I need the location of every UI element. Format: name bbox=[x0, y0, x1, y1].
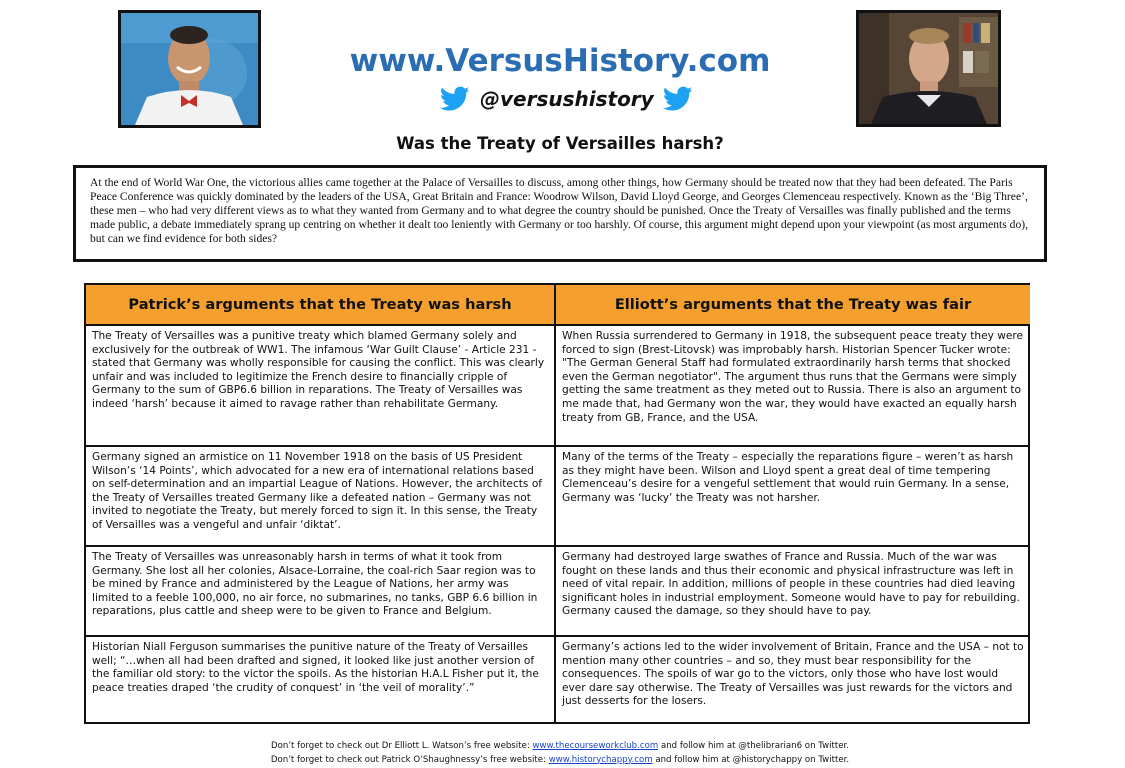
footer-text: and follow him at @historychappy on Twitter. bbox=[652, 754, 850, 765]
fair-argument-cell: When Russia surrendered to Germany in 1918, the subsequent peace treaty they were forced to sign (Brest-Litovsk) was improbably harsh. Historian Spencer Tucker wrote: "The German General Staff had formulated extraordinarily harsh terms that shocked even the German negotiator". The argument thus runs that the Germans were simply getting the same treatment as they meted out to Russia. There is also an argument to me made that, had Germany won the war, they would have exacted an equally harsh treaty from GB, France, and the USA. bbox=[556, 326, 1030, 447]
harsh-argument-cell: Germany signed an armistice on 11 November 1918 on the basis of US President Wilson’s ‘14 Points’, which advocated for a new era of international relations based on self-determination and an impartial League of Nations. However, the architects of the Treaty of Versailles treated Germany like a defeated nation – Germany was not invited to negotiate the Treaty, but merely forced to sign it. In this sense, the Treaty of Versailles was a vengeful and unfair ‘diktat’. bbox=[86, 447, 556, 547]
footer-text: and follow him at @thelibrarian6 on Twitter. bbox=[658, 741, 849, 751]
twitter-handle-row bbox=[400, 84, 720, 118]
historychappy-link[interactable]: www.historychappy.com bbox=[548, 754, 653, 765]
thecourseworkclub-link[interactable]: www.thecourseworkclub.com bbox=[532, 741, 659, 751]
fair-argument-cell: Germany’s actions led to the wider involvement of Britain, France and the USA – not to mention many other countries – and so, they must bear responsibility for the consequences. The spoils of war go to the victors, only those who have lost would ever dare say otherwise. The Treaty of Versailles was just rewards for the victors and just desserts for the losers. bbox=[562, 641, 1024, 708]
footer-line-patrick bbox=[150, 754, 970, 768]
fair-column-header: Elliott’s arguments that the Treaty was fair bbox=[556, 285, 1030, 326]
fair-argument-cell: Many of the terms of the Treaty – especially the reparations figure – weren’t as harsh as they might have been. Wilson and Lloyd spent a great deal of time tempering Clemenceau’s desire for a vengeful settlement that would ruin Germany. In a sense, Germany was ‘lucky’ the Treaty was not harsher. bbox=[556, 447, 1030, 547]
twitter-bird-icon bbox=[663, 86, 693, 112]
harsh-column-header: Patrick’s arguments that the Treaty was harsh bbox=[86, 285, 556, 326]
fair-argument-cell: Germany had destroyed large swathes of France and Russia. Much of the war was fought on these lands and thus their economic and physical infrastructure was left in need of vital repair. In addition, millions of people in these countries had died leaving significant holes in industrial employment. Someone would have to pay for rebuilding. Germany caused the damage, so they should have to pay. bbox=[556, 547, 1030, 637]
patrick-photo-illustration bbox=[121, 13, 258, 125]
footer-text: Don’t forget to check out Dr Elliott L. Watson’s free website: bbox=[270, 741, 533, 751]
elliott-photo-illustration bbox=[859, 13, 998, 124]
document-title: Was the Treaty of Versailles harsh? bbox=[396, 134, 724, 153]
footer-line-elliott bbox=[150, 740, 970, 754]
footer-text: Don’t forget to check out Patrick O’Shaughnessy’s free website: bbox=[270, 754, 549, 765]
arguments-table bbox=[84, 283, 1030, 724]
elliott-portrait bbox=[856, 10, 1001, 127]
site-url-heading: www.VersusHistory.com bbox=[349, 43, 771, 79]
footer-notes bbox=[150, 740, 970, 767]
patrick-portrait bbox=[118, 10, 261, 128]
intro-paragraph: At the end of World War One, the victorious allies came together at the Palace of Versailles to discuss, among other things, how Germany should be treated now that they had been defeated. The Paris Peace Conference was quickly dominated by the leaders of the USA, Great Britain and France: Woodrow Wilson, David Lloyd George, and Georges Clemenceau respectively. Known as the ‘Big Three’, these men – who had very different views as to what they wanted from Germany and to what degree the country should be punished. Once the Treaty of Versailles was finally published and the terms made public, a debate immediately sprang up centring on whether it dealt too leniently with Germany or too harshly. Of course, this argument might depend upon your viewpoint (as most arguments do), but can we find evidence for both sides? bbox=[73, 165, 1047, 262]
harsh-argument-cell: Historian Niall Ferguson summarises the punitive nature of the Treaty of Versailles well; “…when all had been drafted and signed, it looked like just another version of the familiar old story: to the victor the spoils. As the historian H.A.L Fisher put it, the peace treaties draped ‘the crudity of conquest’ in ‘the veil of morality’.” bbox=[86, 637, 556, 722]
harsh-argument-cell: The Treaty of Versailles was a punitive treaty which blamed Germany solely and exclusively for the outbreak of WW1. The infamous ‘War Guilt Clause’ - Article 231 - stated that Germany was wholly responsible for causing the conflict. This was clearly unfair and was included to legitimize the French desire to financially cripple of Germany to the sum of GBP6.6 billion in reparations. The Treaty of Versailles was indeed ‘harsh’ because it aimed to ravage rather than rehabilitate Germany. bbox=[86, 326, 556, 447]
harsh-argument-cell: The Treaty of Versailles was unreasonably harsh in terms of what it took from Germany. She lost all her colonies, Alsace-Lorraine, the coal-rich Saar region was to be mined by France and administered by the League of Nations, her army was limited to a feeble 100,000, no air force, no submarines, no tanks, GBP 6.6 billion in reparations, plus cattle and sheep were to be given to France and Belgium. bbox=[86, 547, 556, 637]
twitter-bird-icon bbox=[440, 86, 470, 112]
twitter-handle: @versushistory bbox=[480, 87, 654, 111]
